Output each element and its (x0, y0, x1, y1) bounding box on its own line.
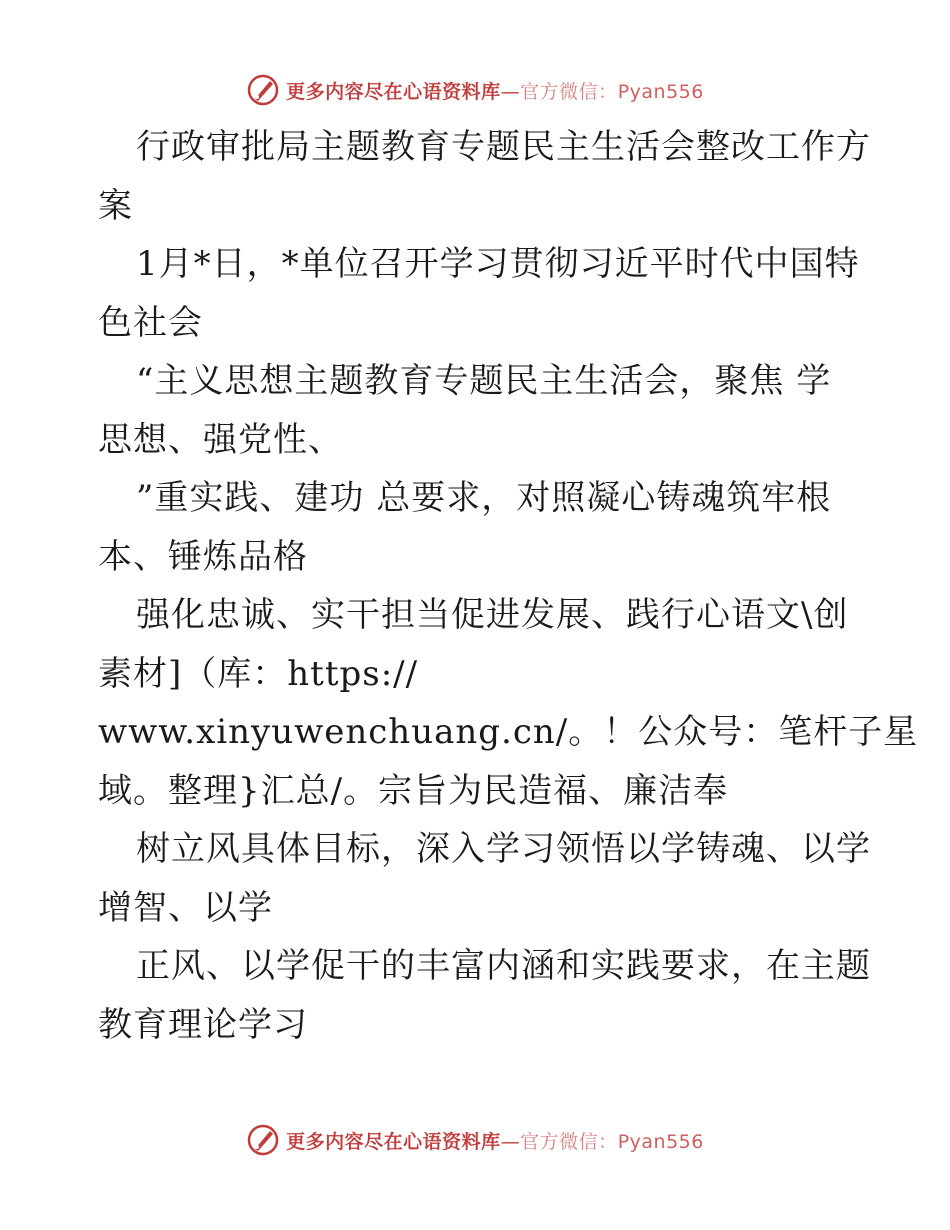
banner-text (286, 77, 704, 104)
quill-logo-icon (246, 73, 280, 107)
text-line: 增智、以学 (98, 887, 273, 928)
text-line: 案 (98, 185, 133, 226)
text-line: 素材]（库：https:// (98, 653, 419, 694)
footer-watermark-banner (0, 1120, 950, 1160)
text-line: ”重实践、建功 总要求，对照凝心铸魂筑牢根 (136, 478, 832, 518)
text-line: 本、锤炼品格 (98, 536, 308, 577)
quill-logo-icon (246, 1123, 280, 1157)
banner-label: 官方微信： (520, 80, 618, 103)
document-body (98, 118, 919, 1054)
text-line: “主义思想主题教育专题民主生活会，聚焦 学 (136, 361, 832, 401)
text-line: 强化忠诚、实干担当促进发展、践行心语文\创 (136, 595, 849, 635)
banner-brand: 更多内容尽在心语资料库 (286, 80, 501, 103)
banner-wechat-id: Pyan556 (617, 80, 704, 103)
banner-wechat-id: Pyan556 (617, 1130, 704, 1153)
text-line: 色社会 (98, 302, 203, 343)
text-line: 正风、以学促干的丰富内涵和实践要求，在主题 (136, 946, 871, 986)
text-line: 思想、强党性、 (98, 419, 343, 460)
text-line: 1月*日，*单位召开学习贯彻习近平时代中国特 (136, 244, 860, 284)
header-watermark-banner (0, 70, 950, 110)
banner-text (286, 1127, 704, 1154)
banner-brand: 更多内容尽在心语资料库 (286, 1130, 501, 1153)
banner-label: 官方微信： (520, 1130, 618, 1153)
text-line: 教育理论学习 (98, 1004, 308, 1045)
banner-dash: — (500, 1130, 521, 1153)
text-line: 行政审批局主题教育专题民主生活会整改工作方 (136, 127, 871, 167)
text-line: 树立风具体目标，深入学习领悟以学铸魂、以学 (136, 829, 871, 869)
banner-dash: — (500, 80, 521, 103)
text-line: www.xinyuwenchuang.cn/。！公众号：笔杆子星 (98, 712, 919, 752)
text-line: 域。整理}汇总/。宗旨为民造福、廉洁奉 (98, 770, 729, 811)
